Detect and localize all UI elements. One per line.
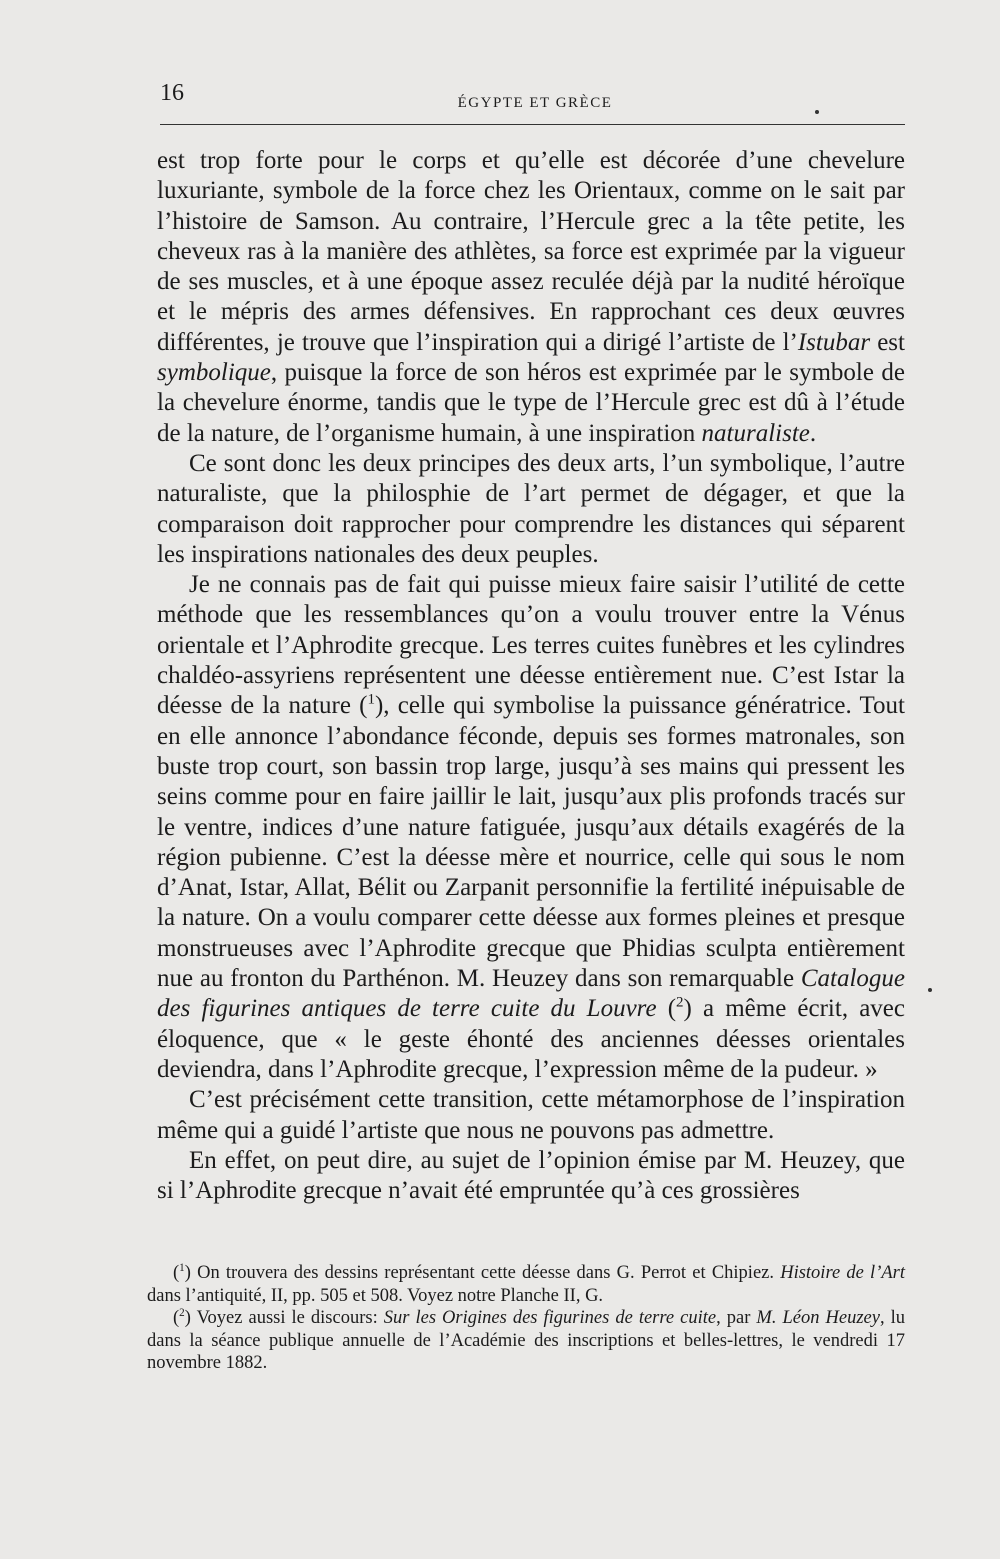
- paragraph: [157, 1085, 905, 1146]
- italic-text: Istubar: [797, 328, 871, 356]
- paragraph: [157, 449, 905, 570]
- header-rule: [160, 124, 905, 125]
- text-run: , par: [716, 1308, 757, 1328]
- text-run: (: [173, 1263, 180, 1283]
- text-run: (: [173, 1308, 180, 1328]
- footnote: [147, 1262, 905, 1307]
- italic-text: Catalogue des figurines antiques de terre cuite du Louvre: [157, 965, 905, 1023]
- text-run: .: [809, 419, 817, 447]
- text-run: C’est précisément cette transition, cette métamorphose de l’inspiration même qui a guidé l’artiste que nous ne pouvons pas admettre.: [157, 1086, 905, 1144]
- text-run: Je ne connais pas de fait qui puisse mieux faire saisir l’utilité de cette méthode que les ressemblances qu’on a voulu trouver entre la Vénus orientale et l’Aphrodite grecque. Les terres cuites funèbres et les cylindres chaldéo-assyriens représentent une déesse entièrement nue. C’est Istar la déesse de la nature (: [157, 571, 905, 720]
- text-run: Ce sont donc les deux principes des deux arts, l’un symbolique, l’autre naturaliste, que la philosphie de l’art permet de dégager, et que la comparaison doit rapprocher pour comprendre les distances qui séparent les inspirations nationales des deux peuples.: [157, 449, 905, 568]
- italic-text: symbolique: [157, 359, 271, 387]
- footnote-ref: 2: [676, 994, 684, 1011]
- italic-text: Histoire de l’Art: [780, 1263, 905, 1283]
- text-run: (: [656, 995, 677, 1023]
- text-run: ) Voyez aussi le discours:: [184, 1308, 384, 1328]
- paragraph: [157, 146, 905, 449]
- italic-text: naturaliste: [701, 419, 810, 447]
- text-run: ), celle qui symbolise la puissance génératrice. Tout en elle annonce l’abondance féconde, depuis ses formes matronales, son buste trop court, son bassin trop large, jusqu’à ses mains qui pressent les seins comme pour en faire jaillir le lait, jusqu’aux plis profonds tracés sur le ventre, indices d’une nature fatiguée, jusqu’aux détails exagérés de la région pubienne. C’est la déesse mère et nourrice, celle qui sous le nom d’Anat, Istar, Allat, Bélit ou Zarpanit personnifie la fertilité inépuisable de la nature. On a voulu comparer cette déesse aux formes pleines et presque monstrueuses avec l’Aphrodite grecque que Phidias sculpta entièrement nue au fronton du Parthénon. M. Heuzey dans son remarquable: [157, 692, 905, 993]
- main-text: [157, 146, 905, 1206]
- footnote-ref: 1: [179, 1261, 185, 1274]
- print-speck: [815, 110, 819, 114]
- text-run: ) a même écrit, avec éloquence, que « le geste éhonté des anciennes déesses orientales deviendra, dans l’Aphrodite grecque, l’expression même de la pudeur. »: [157, 995, 905, 1083]
- italic-text: Sur les Origines des figurines de terre cuite: [383, 1308, 717, 1328]
- text-run: ) On trouvera des dessins représentant cette déesse dans G. Perrot et Chipiez.: [184, 1263, 781, 1283]
- italic-text: M. Léon Heuzey: [756, 1308, 880, 1328]
- text-run: , puisque la force de son héros est exprimée par le symbole de la chevelure énorme, tandis que le type de l’Hercule grec est dû à l’étude de la nature, de l’organisme humain, à une inspiration: [157, 359, 905, 447]
- print-speck: [928, 988, 932, 992]
- footnotes: [147, 1262, 905, 1375]
- text-run: , lu dans la séance publique annuelle de l’Académie des inscriptions et belles-lettres, le vendredi 17 novembre 1882.: [147, 1308, 905, 1373]
- footnote: [147, 1307, 905, 1375]
- text-run: est trop forte pour le corps et qu’elle est décorée d’une chevelure luxuriante, symbole de la force chez les Orientaux, comme on le sait par l’histoire de Samson. Au contraire, l’Hercule grec a la tête petite, les cheveux ras à la manière des athlètes, sa force est exprimée par la vigueur de ses muscles, et à une époque assez reculée déjà par la nudité héroïque et le mépris des armes défensives. En rapprochant ces deux œuvres différentes, je trouve que l’inspiration qui a dirigé l’artiste de l’: [157, 147, 905, 356]
- paragraph: [157, 1146, 905, 1207]
- text-run: dans l’antiquité, II, pp. 505 et 508. Voyez notre Planche II, G.: [147, 1285, 604, 1306]
- paragraph: [157, 570, 905, 1085]
- text-run: En effet, on peut dire, au sujet de l’opinion émise par M. Heuzey, que si l’Aphrodite grecque n’avait été empruntée qu’à ces grossières: [157, 1146, 905, 1205]
- running-title: ÉGYPTE ET GRÈCE: [457, 95, 613, 111]
- footnote-ref: 1: [367, 692, 375, 709]
- page-number: 16: [160, 80, 184, 106]
- text-run: est: [870, 328, 905, 356]
- footnote-ref: 2: [179, 1306, 185, 1319]
